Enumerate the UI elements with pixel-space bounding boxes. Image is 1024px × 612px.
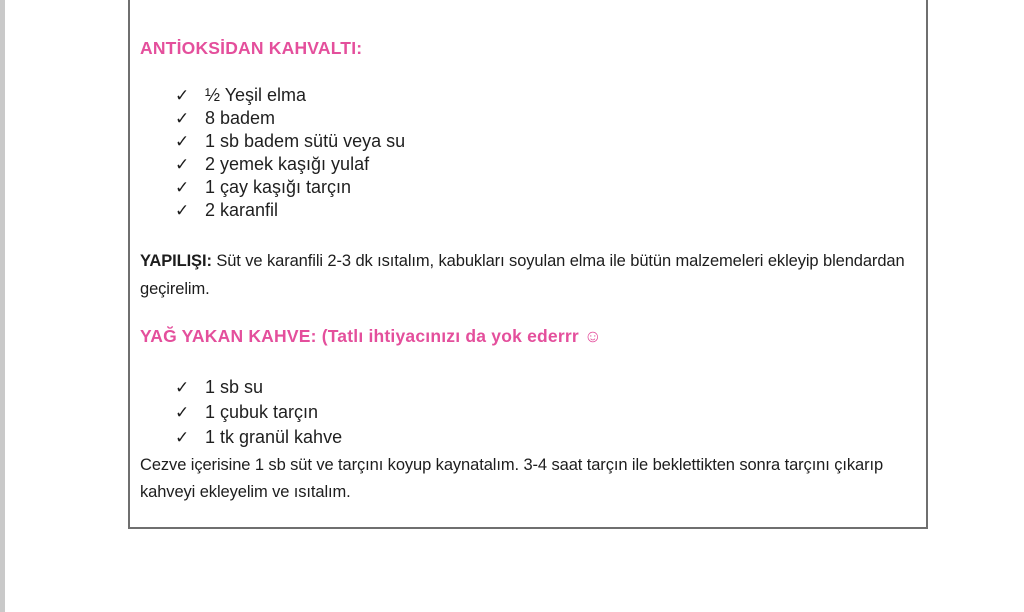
- list-item: [175, 400, 342, 425]
- coffee-section-heading: YAĞ YAKAN KAHVE: (Tatlı ihtiyacınızı da yok ederrr ☺: [140, 326, 602, 346]
- breakfast-ingredient-list: [140, 84, 405, 222]
- preparation-label: YAPILIŞI:: [140, 252, 212, 270]
- ingredient-text: 2 yemek kaşığı yulaf: [205, 154, 370, 174]
- list-item: [175, 425, 342, 450]
- ingredient-text: 8 badem: [205, 108, 276, 128]
- list-item: [175, 199, 405, 222]
- breakfast-preparation-paragraph: [140, 247, 922, 303]
- checkmark-icon: ✓: [175, 201, 190, 220]
- ingredient-text: 1 tk granül kahve: [205, 427, 343, 447]
- ingredient-text: 2 karanfil: [205, 200, 279, 220]
- checkmark-icon: ✓: [175, 178, 190, 197]
- ingredient-text: 1 çubuk tarçın: [205, 402, 319, 422]
- checkmark-icon: ✓: [175, 378, 190, 397]
- checkmark-icon: ✓: [175, 109, 190, 128]
- checkmark-icon: ✓: [175, 132, 190, 151]
- ingredient-text: 1 sb su: [205, 377, 264, 397]
- coffee-ingredient-list: [140, 375, 342, 450]
- checkmark-icon: ✓: [175, 155, 190, 174]
- list-item: [175, 375, 342, 400]
- screen-left-edge-strip: [0, 0, 5, 612]
- list-item: [175, 153, 405, 176]
- preparation-text: Süt ve karanfili 2-3 dk ısıtalım, kabukları soyulan elma ile bütün malzemeleri ekleyip blendardan geçirelim.: [140, 252, 905, 298]
- list-item: [175, 84, 405, 107]
- checkmark-icon: ✓: [175, 86, 190, 105]
- list-item: [175, 176, 405, 199]
- coffee-preparation-paragraph: Cezve içerisine 1 sb süt ve tarçını koyup kaynatalım. 3-4 saat tarçın ile beklettikten sonra tarçını çıkarıp kahveyi ekleyelim ve ısıtalım.: [140, 456, 884, 501]
- breakfast-section-heading: ANTİOKSİDAN KAHVALTI:: [140, 38, 363, 58]
- checkmark-icon: ✓: [175, 403, 190, 422]
- document-page: [128, 0, 928, 529]
- list-item: [175, 130, 405, 153]
- ingredient-text: 1 sb badem sütü veya su: [205, 131, 406, 151]
- list-item: [175, 107, 405, 130]
- ingredient-text: 1 çay kaşığı tarçın: [205, 177, 352, 197]
- ingredient-text: ½ Yeşil elma: [205, 85, 307, 105]
- checkmark-icon: ✓: [175, 428, 190, 447]
